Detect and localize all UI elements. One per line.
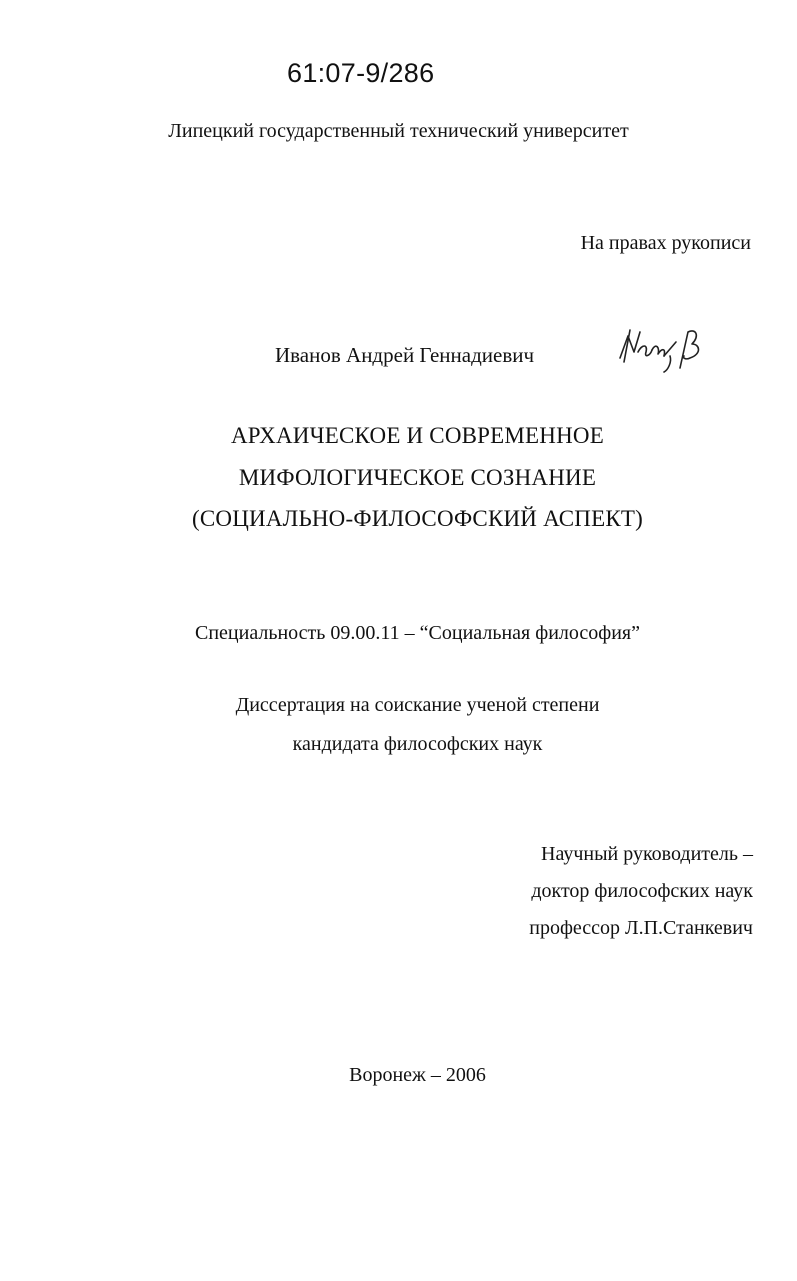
university-name: Липецкий государственный технический университет <box>168 120 629 142</box>
specialty: Специальность 09.00.11 – “Социальная философия” <box>195 622 640 644</box>
city-year: Воронеж – 2006 <box>349 1064 486 1086</box>
supervisor-line-2: доктор философских наук <box>531 880 753 902</box>
dissertation-line-1: Диссертация на соискание ученой степени <box>235 694 600 716</box>
manuscript-note: На правах рукописи <box>580 232 751 254</box>
author-signature <box>614 322 706 378</box>
supervisor-line-3: профессор Л.П.Станкевич <box>529 917 753 939</box>
title-line-2: МИФОЛОГИЧЕСКОЕ СОЗНАНИЕ <box>238 465 597 490</box>
author-name: Иванов Андрей Геннадиевич <box>275 343 535 367</box>
title-line-1: АРХАИЧЕСКОЕ И СОВРЕМЕННОЕ <box>231 423 604 448</box>
dissertation-line-2: кандидата философских наук <box>292 733 543 755</box>
title-line-3: (СОЦИАЛЬНО-ФИЛОСОФСКИЙ АСПЕКТ) <box>192 506 643 531</box>
call-number: 61:07-9/286 <box>287 58 435 88</box>
supervisor-line-1: Научный руководитель – <box>541 843 753 865</box>
